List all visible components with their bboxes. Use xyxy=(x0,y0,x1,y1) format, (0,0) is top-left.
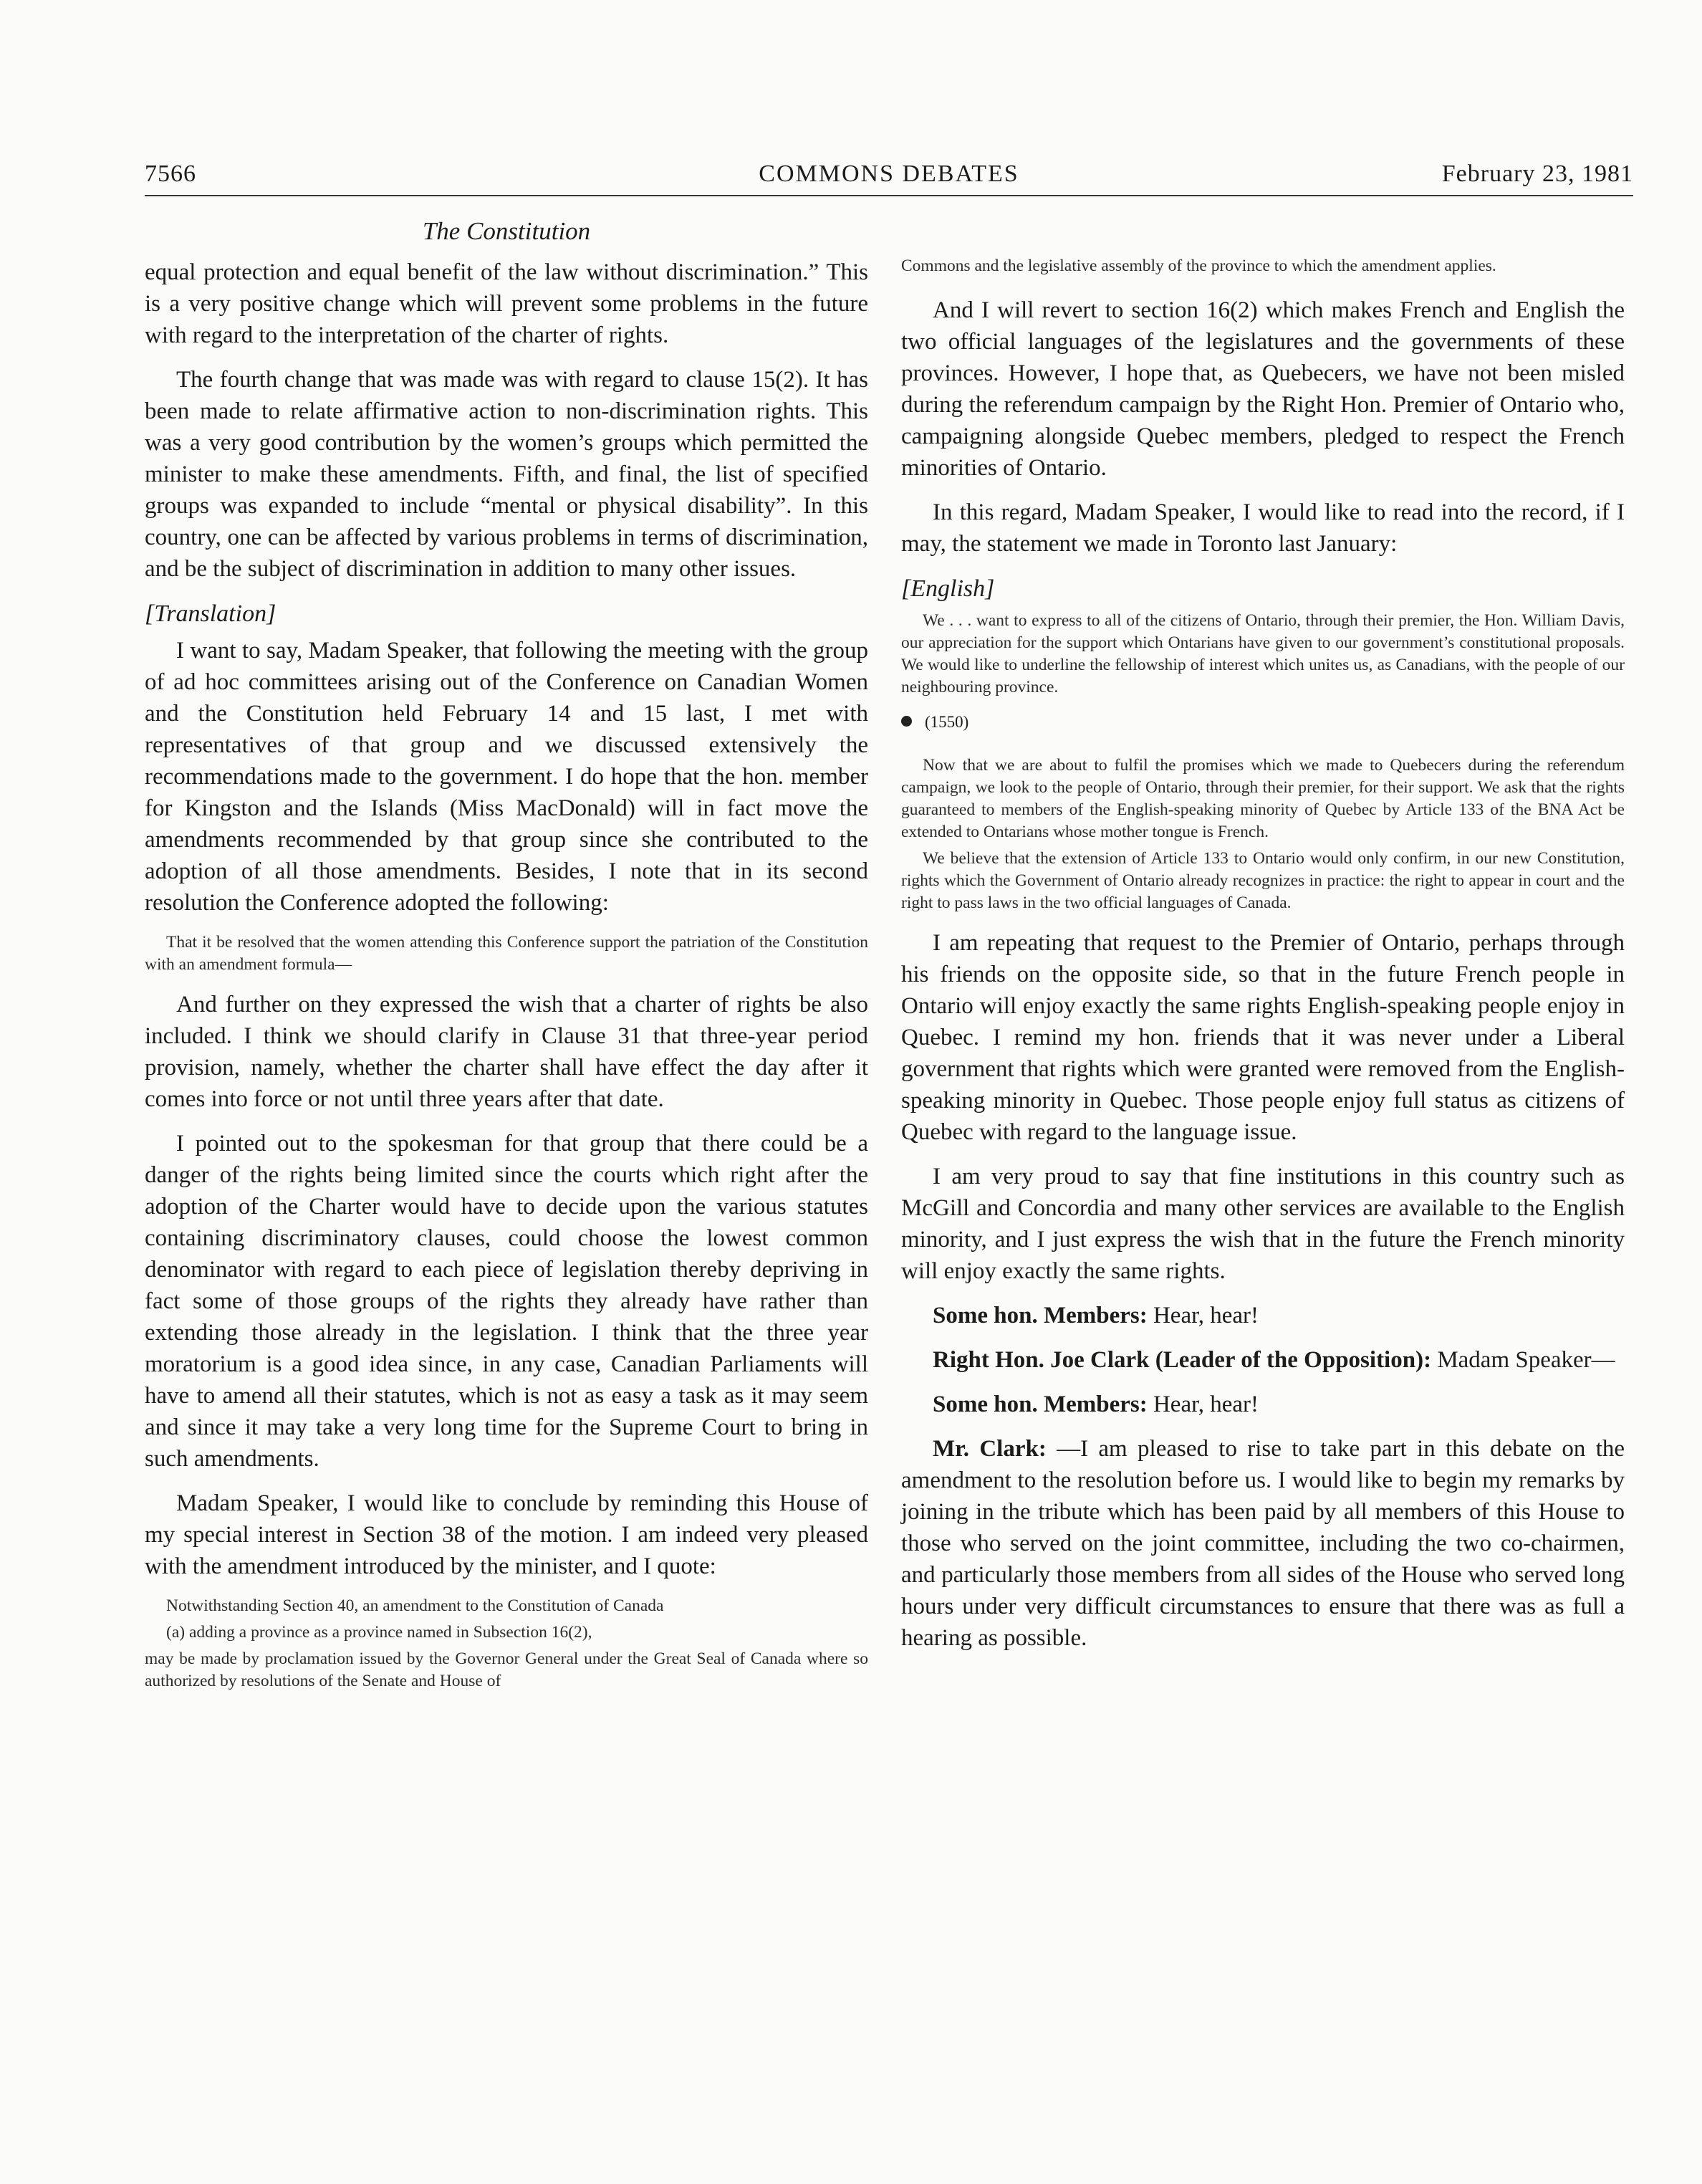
paragraph: And I will revert to section 16(2) which makes French and English the two official languages of the legislatures and the governments of these provinces. However, I hope that, as Quebecers, we have not been misled during the referendum campaign by the Right Hon. Premier of Ontario who, campaigning alongside Quebec members, pledged to respect the French minorities of Ontario. xyxy=(901,297,1625,481)
translation-tag: [Translation] xyxy=(145,600,277,627)
time-marker-text: (1550) xyxy=(925,713,969,731)
left-column xyxy=(145,257,868,1705)
speech-text: Hear, hear! xyxy=(1153,1303,1259,1328)
paragraph: I am very proud to say that fine institutions in this country such as McGill and Concordia and many other services are available to the English minority, and I just express the wish that in the future the French minority will enjoy exactly the same rights. xyxy=(901,1164,1625,1284)
speech xyxy=(901,1389,1625,1420)
paragraph: And further on they expressed the wish that a charter of rights be also included. I think we should clarify in Clause 31 that three-year period provision, namely, whether the charter shall have effect the day after it comes into force or not until three years after that date. xyxy=(145,992,868,1112)
header-rule xyxy=(145,195,1633,196)
paragraph: I want to say, Madam Speaker, that following the meeting with the group of ad hoc committees arising out of the Conference on Canadian Women and the Constitution held February 14 and 15 last, I met with representatives of that group and we discussed extensively the recommendations made to the government. I do hope that the hon. member for Kingston and the Islands (Miss MacDonald) will in fact move the amendments recommended by that group since she contributed to the adoption of all those amendments. Besides, I note that in its second resolution the Conference adopted the following: xyxy=(145,638,868,916)
page-number: 7566 xyxy=(145,161,196,187)
bullet-icon xyxy=(901,716,912,727)
paragraph: equal protection and equal benefit of the law without discrimination.” This is a very positive change which will prevent some problems in the future with regard to the interpretation of the charter of rights. xyxy=(145,259,868,348)
speech xyxy=(901,1300,1625,1331)
speech-text: Hear, hear! xyxy=(1153,1392,1259,1417)
speaker-name: Mr. Clark: xyxy=(933,1436,1047,1462)
quotation: Notwithstanding Section 40, an amendment to the Constitution of Canada xyxy=(166,1596,664,1615)
speech-text: Madam Speaker— xyxy=(1437,1347,1615,1373)
paragraph: In this regard, Madam Speaker, I would like to read into the record, if I may, the statement we made in Toronto last January: xyxy=(901,499,1625,557)
page-header xyxy=(145,161,1633,196)
quotation: That it be resolved that the women attending this Conference support the patriation of the Constitution with an amendment formula— xyxy=(145,933,868,974)
quotation: We . . . want to express to all of the citizens of Ontario, through their premier, the Hon. William Davis, our appreciation for the support which Ontarians have given to our government’s constitutional proposals. We would like to underline the fellowship of interest which unites us, as Canadians, with the people of our neighbouring province. xyxy=(901,611,1625,696)
section-subheading: The Constitution xyxy=(422,217,591,245)
speech-text: —I am pleased to rise to take part in this debate on the amendment to the resolution before us. I would like to begin my remarks by joining in the tribute which has been paid by all members of this House to those who served on the joint committee, including the two co-chairmen, and particularly those members from all sides of the House who served long hours under very difficult circumstances to ensure that there was as full a hearing as possible. xyxy=(901,1436,1625,1651)
speaker-name: Right Hon. Joe Clark (Leader of the Opposition): xyxy=(933,1347,1432,1373)
quotation: (a) adding a province as a province named in Subsection 16(2), xyxy=(166,1623,592,1642)
speaker-name: Some hon. Members: xyxy=(933,1392,1148,1417)
paragraph: The fourth change that was made was with regard to clause 15(2). It has been made to relate affirmative action to non-discrimination rights. This was a very good contribution by the women’s groups which permitted the minister to make these amendments. Fifth, and final, the list of specified groups was expanded to include “mental or physical disability”. In this country, one can be affected by various problems in terms of discrimination, and be the subject of discrimination in addition to many other issues. xyxy=(145,367,868,582)
paragraph: I pointed out to the spokesman for that group that there could be a danger of the rights being limited since the courts which right after the adoption of the Charter would have to decide upon the various statutes containing discriminatory clauses, could choose the lowest common denominator with regard to each piece of legislation thereby depriving in fact some of those groups of the rights they already have rather than extending those already in the legislation. I think that the three year moratorium is a good idea since, in any case, Canadian Parliaments will have to amend all their statutes, which is not as easy a task as it may seem and since it may take a very long time for the Supreme Court to bring in such amendments. xyxy=(145,1131,868,1472)
header-date: February 23, 1981 xyxy=(1441,161,1633,187)
quotation: We believe that the extension of Article 133 to Ontario would only confirm, in our new Constitution, rights which the Government of Ontario already recognizes in practice: the right to appear in court and the right to pass laws in the two official languages of Canada. xyxy=(901,849,1625,912)
publication-title: COMMONS DEBATES xyxy=(759,161,1019,187)
speech xyxy=(901,1433,1625,1654)
speech xyxy=(901,1344,1625,1376)
speaker-name: Some hon. Members: xyxy=(933,1303,1148,1328)
english-tag: [English] xyxy=(901,575,995,602)
time-marker xyxy=(901,712,1625,733)
quotation: Now that we are about to fulfil the promises which we made to Quebecers during the referendum campaign, we look to the people of Ontario, through their premier, for their support. We ask that the rights guaranteed to members of the English-speaking minority of Quebec by Article 133 of the BNA Act be extended to Ontarians whose mother tongue is French. xyxy=(901,756,1625,841)
paragraph: I am repeating that request to the Premier of Ontario, perhaps through his friends on the opposite side, so that in the future French people in Ontario will enjoy exactly the same rights English-speaking people enjoy in Quebec. I remind my hon. friends that it was never under a Liberal government that rights which were granted were removed from the English-speaking minority in Quebec. Those people enjoy full status as citizens of Quebec with regard to the language issue. xyxy=(901,930,1625,1145)
paragraph: Madam Speaker, I would like to conclude by reminding this House of my special interest in Section 38 of the motion. I am indeed very pleased with the amendment introduced by the minister, and I quote: xyxy=(145,1490,868,1579)
quotation: may be made by proclamation issued by the Governor General under the Great Seal of Canada where so authorized by resolutions of the Senate and House of xyxy=(145,1649,868,1690)
quotation-continued: Commons and the legislative assembly of the province to which the amendment applies. xyxy=(901,257,1496,275)
right-column xyxy=(901,255,1625,1667)
